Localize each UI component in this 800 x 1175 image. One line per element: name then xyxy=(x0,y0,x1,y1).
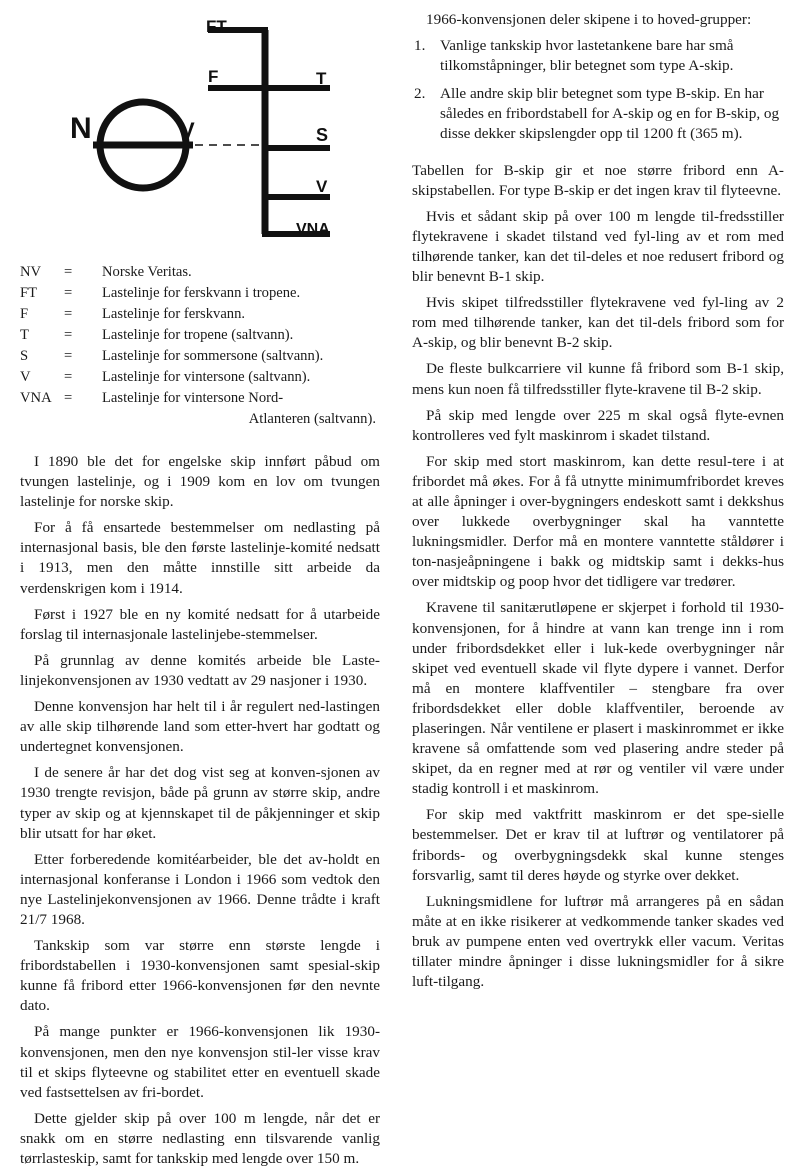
ship-group-list xyxy=(412,36,784,144)
list-number: 2. xyxy=(414,85,426,103)
mark-vna: VNA xyxy=(296,221,330,238)
paragraph: I 1890 ble det for engelske skip innført påbud om tvungen lastelinje, og i 1909 kom en lov om tvungen lastelinje for norske skip. xyxy=(20,453,380,511)
legend-abbr: S xyxy=(20,348,29,364)
diagram-legend xyxy=(20,262,380,430)
legend-continuation: Atlanteren (saltvann). xyxy=(248,411,376,427)
paragraph: I de senere år har det dog vist seg at konven-sjonen av 1930 trengte revisjon, både på grunn av større skip, andre typer av skip og at kjennskapet til de påkjenninger et skip blir utsatt for har øket. xyxy=(20,764,380,842)
paragraph: Hvis et sådant skip på over 100 m lengde til-fredsstiller flytekravene i skadet tilstand ved fyl-ling av et rom med tilhørende tanker, kan det til-deles et noe redusert fribord og blir benevnt B-1 skip. xyxy=(412,207,784,286)
legend-row xyxy=(20,283,380,304)
legend-equals: = xyxy=(64,390,73,406)
legend-equals: = xyxy=(64,327,73,343)
mark-ft: FT xyxy=(206,17,227,36)
paragraph: Etter forberedende komitéarbeider, ble det av-holdt en internasjonal konferanse i London i 1966 som vedtok den nye Lastelinjekonvensjonen av 1966. Denne trådte i kraft 21/7 1968. xyxy=(20,850,380,928)
list-item xyxy=(412,84,784,144)
legend-desc: Lastelinje for vintersone (saltvann). xyxy=(102,369,311,385)
legend-abbr: F xyxy=(20,306,29,322)
list-text: Vanlige tankskip hvor lastetankene bare har små tilkomståpninger, blir betegnet som type A-skip. xyxy=(440,37,734,75)
paragraph: For å få ensartede bestemmelser om nedlasting på internasjonal basis, ble den første lastelinje-komité nedsatt i 1913, men den måtte innstille sitt arbeide da verdenskrigen kom i 1914. xyxy=(20,519,380,597)
legend-desc: Lastelinje for tropene (saltvann). xyxy=(102,327,294,343)
legend-desc: Norske Veritas. xyxy=(102,264,192,280)
legend-equals: = xyxy=(64,369,73,385)
legend-equals: = xyxy=(64,348,73,364)
legend-abbr: FT xyxy=(20,285,38,301)
paragraph: De fleste bulkcarriere vil kunne få fribord som B-1 skip, mens kun noen få tilfredsstiller flyte-kravene til B-2 skip. xyxy=(412,360,784,398)
paragraph: På skip med lengde over 225 m skal også flyte-evnen kontrolleres ved fylt maskinrom i skadet tilstand. xyxy=(412,406,784,444)
paragraph: For skip med vaktfritt maskinrom er det spe-sielle bestemmelser. Det er krav til at luftrør og ventilatorer på fribords- og overbygningsdekk skal kunne stenges forsvarlig, samt til deres høyde og styrke over dekket. xyxy=(412,806,784,884)
legend-abbr: V xyxy=(20,369,31,385)
intro-paragraph: 1966-konvensjonen deler skipene i to hoved-grupper: xyxy=(426,11,752,28)
legend-row xyxy=(20,346,380,367)
right-body-text xyxy=(412,10,784,998)
load-line-drawing xyxy=(65,8,345,248)
mark-s: S xyxy=(316,125,329,145)
paragraph: Hvis skipet tilfredsstiller flytekravene ved fyl-ling av 2 rom med tilhørende tanker, kan det til-dels fribord som for A-skip, og blir benevnt B-2 skip. xyxy=(412,294,784,352)
legend-equals: = xyxy=(64,285,73,301)
legend-row xyxy=(20,388,380,409)
legend-abbr: T xyxy=(20,327,29,343)
legend-desc: Lastelinje for ferskvann i tropene. xyxy=(102,285,301,301)
legend-equals: = xyxy=(64,264,73,280)
load-line-diagram xyxy=(20,0,380,260)
lead-paragraph: Tabellen for B-skip gir et noe større fribord enn A-skipstabellen. For type B-skip er det ingen krav til flyteevne. xyxy=(412,161,784,199)
left-body-text xyxy=(20,452,380,1175)
paragraph: På grunnlag av denne komités arbeide ble Laste-linjekonvensjonen av 1930 vedtatt av 29 nasjoner i 1930. xyxy=(20,651,380,689)
paragraph: Kravene til sanitærutløpene er skjerpet i forhold til 1930-konvensjonen, for å hindre at vann kan trenge inn i rom under fribordsdekket eller i luk-kede overbygninger når skipet ved eventuell skade vil flyte dypere i vannet. Derfor må en montere klaffventiler – stengbare fra over fribordsdekket eller doble klaffventiler, beroende av plaseringen. Når ventilene er plasert i maskinrommet er ikke kravene så omfattende som ved plasering andre steder på skipet, da en regner med at rør og ventiler vil være under stadig kontroll i et maskinrom. xyxy=(412,599,784,798)
paragraph: Tankskip som var større enn største lengde i fribordstabellen i 1930-konvensjonen samt spesial-skip kunne få fribord etter 1966-konvensjonen før den nevnte dato. xyxy=(20,937,380,1015)
paragraph: Lukningsmidlene for luftrør må arrangeres på en sådan måte at en ikke risikerer at vedkommende tanker skades ved bruk av pumpene enten ved overtrykk eller vacum. Veritas tillater mindre åpninger i disse lukningsmidler for å sikre luft-tilgang. xyxy=(412,892,784,991)
legend-abbr: VNA xyxy=(20,390,52,406)
paragraph: For skip med stort maskinrom, kan dette resul-tere i at fribordet må økes. For å få utnytte minimumfribordet kreves at alle åpninger i over-bygningers endeskott samt i dekkshus over lukkede overbygninger skal ha vanntette lukningsmidler. Derfor må en montere vanntette ståldører i ton-nasjeåpningene i bakk og midtskip samt i dekks-hus over midtskip og poop hvor det tidligere var tredører. xyxy=(412,452,784,591)
mark-v: V xyxy=(316,177,328,196)
mark-f: F xyxy=(208,67,219,86)
mark-n: N xyxy=(70,112,92,145)
legend-row xyxy=(20,325,380,346)
legend-abbr: NV xyxy=(20,264,42,280)
mark-t: T xyxy=(316,69,327,88)
list-number: 1. xyxy=(414,37,426,55)
legend-row xyxy=(20,304,380,325)
legend-desc: Lastelinje for sommersone (saltvann). xyxy=(102,348,324,364)
paragraph: Først i 1927 ble en ny komité nedsatt for å utarbeide forslag til internasjonale lastelinjebe-stemmelser. xyxy=(20,605,380,643)
legend-equals: = xyxy=(64,306,73,322)
legend-row xyxy=(20,262,380,283)
mark-v-left: V xyxy=(180,118,195,143)
paragraph: Denne konvensjon har helt til i år regulert ned-lastingen av alle skip tilhørende land som etter-hvert har godtatt og undertegnet konvensjonen. xyxy=(20,698,380,756)
paragraph: Dette gjelder skip på over 100 m lengde, når det er snakk om en større nedlasting enn tilsvarende vanlig tørrlasteskip, samt for tankskip med lengde over 150 m. xyxy=(20,1109,380,1167)
list-item xyxy=(412,36,784,76)
legend-desc: Lastelinje for vintersone Nord- xyxy=(102,390,284,406)
list-text: Alle andre skip blir betegnet som type B-skip. En har således en fribordstabell for A-skip og en for B-skip, og disse dekker skipslengder opp til 1200 ft (365 m). xyxy=(440,85,780,143)
legend-row xyxy=(20,367,380,388)
legend-desc: Lastelinje for ferskvann. xyxy=(102,306,246,322)
paragraph: På mange punkter er 1966-konvensjonen lik 1930-konvensjonen, men den nye konvensjon stil-ler visse krav til et skips flyteevne og stabilitet etter en eventuell skade ved fastsettelsen av fri-bordet. xyxy=(20,1023,380,1101)
